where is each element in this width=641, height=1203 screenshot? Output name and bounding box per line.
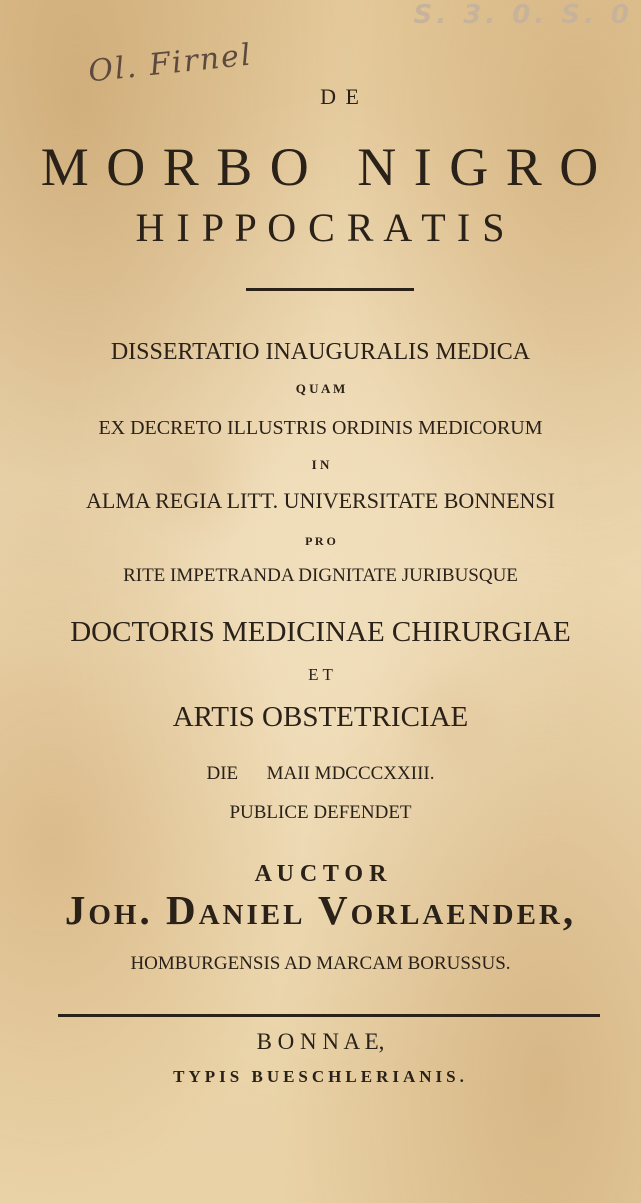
artis-line: ARTIS OBSTETRICIAE <box>172 701 469 733</box>
pro-line: P R O <box>305 534 336 548</box>
doctoris-line: DOCTORIS MEDICINAE CHIRURGIAE <box>70 616 571 648</box>
title-morbo-nigro: M O R B O N I G R O <box>40 137 601 197</box>
dissertatio-line: DISSERTATIO INAUGURALIS MEDICA <box>110 339 531 365</box>
imprint-divider <box>58 1014 600 1017</box>
in-line: I N <box>311 457 330 472</box>
library-stamp: S. 3. 0. S. 0 <box>413 0 633 30</box>
title-divider <box>246 288 414 291</box>
imprint-city: B O N N A E, <box>256 1029 385 1054</box>
rite-line: RITE IMPETRANDA DIGNITATE JURIBUSQUE <box>123 565 518 586</box>
title-de: D E <box>320 84 361 109</box>
et-line: E T <box>308 665 333 684</box>
author-name: Joh. Daniel Vorlaender, <box>64 887 577 933</box>
title-hippocratis: H I P P O C R A T I S <box>135 205 506 250</box>
imprint-printer: TYPIS BUESCHLERIANIS. <box>173 1067 468 1086</box>
quam-line: Q U A M <box>295 381 346 396</box>
publice-line: PUBLICE DEFENDET <box>229 802 412 823</box>
author-origin: HOMBURGENSIS AD MARCAM BORUSSUS. <box>130 953 511 974</box>
alma-line: ALMA REGIA LITT. UNIVERSITATE BONNENSI <box>86 488 555 513</box>
auctor-line: A U C T O R <box>254 861 387 887</box>
ex-decreto-line: EX DECRETO ILLUSTRIS ORDINIS MEDICORUM <box>98 417 543 439</box>
handwritten-signature: Ol. Firnel <box>86 37 255 90</box>
die-line: DIE MAII MDCCCXXIII. <box>206 763 435 784</box>
